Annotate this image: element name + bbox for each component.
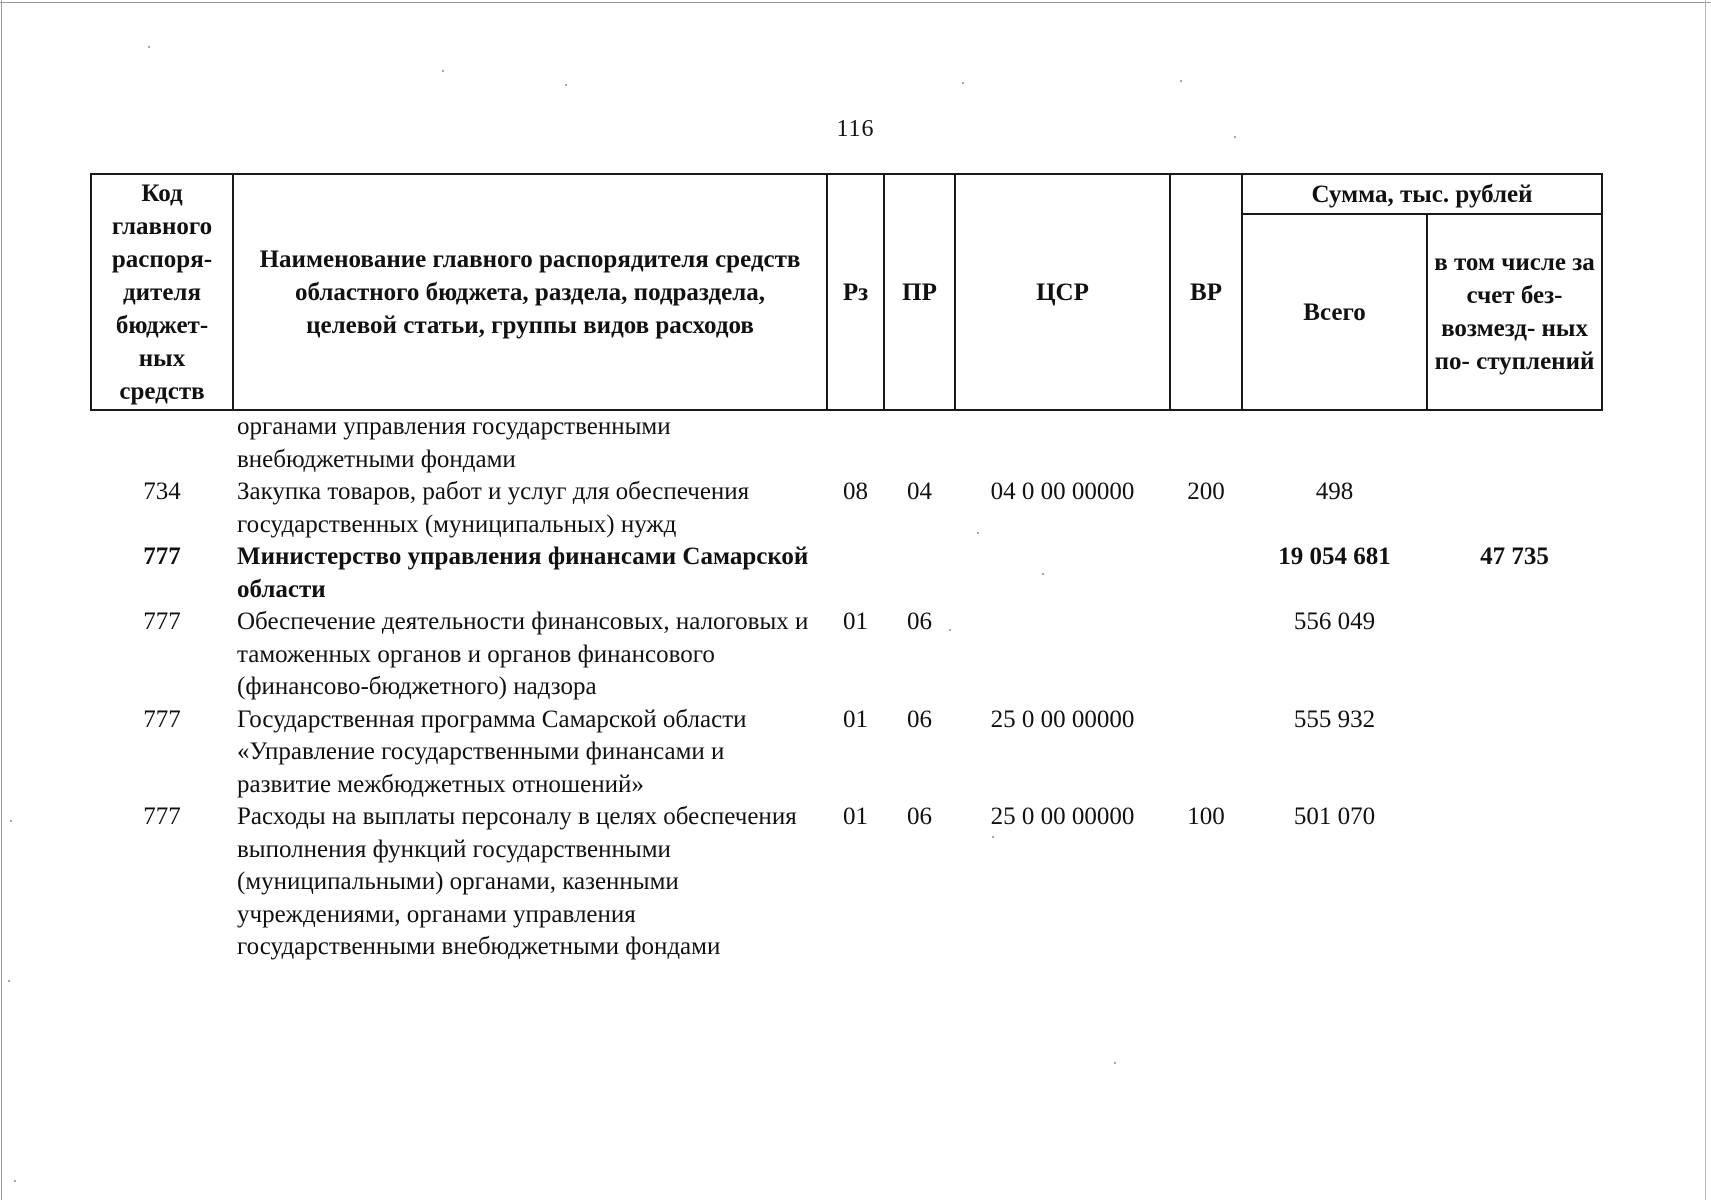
- cell-name: Расходы на выплаты персоналу в целях обеспечения выполнения функций государственными (муниципальными) органами, казенными учреждениями, органами управления государственными внебюджетными фондами: [237, 803, 797, 960]
- cell-vr: 200: [1187, 478, 1225, 505]
- header-name: Наименование главного распорядителя средств областного бюджета, раздела, подраздела, целевой статьи, группы видов расходов: [233, 174, 827, 410]
- cell-csr: 25 0 00 00000: [990, 803, 1135, 830]
- cell-rz: 01: [843, 608, 868, 635]
- cell-pr: 04: [907, 478, 932, 505]
- cell-pr: 06: [907, 608, 932, 635]
- cell-name: Государственная программа Самарской области «Управление государственными финансами и развитие межбюджетных отношений»: [237, 705, 747, 798]
- table-row: [91, 704, 1602, 802]
- cell-rz: 01: [843, 705, 868, 733]
- cell-code: 777: [143, 543, 181, 570]
- scan-edge-top: [0, 2, 1711, 3]
- cell-pr: 06: [907, 803, 932, 830]
- table-row: [91, 801, 1602, 964]
- cell-name: органами управления государственными внебюджетными фондами: [237, 413, 671, 473]
- scan-speck: [1180, 80, 1182, 82]
- cell-grants: [1427, 801, 1602, 964]
- table-row: [91, 606, 1602, 704]
- scan-speck: [148, 46, 150, 48]
- cell-rz: 08: [843, 478, 868, 505]
- cell-total: 501 070: [1293, 803, 1376, 830]
- header-rz: Рз: [827, 174, 884, 410]
- header-total: Всего: [1242, 214, 1427, 410]
- header-code: Код главного распоря- дителя бюджет- ных средств: [91, 174, 233, 410]
- cell-pr: [884, 541, 955, 606]
- scan-speck: [962, 82, 964, 84]
- cell-code: 777: [143, 705, 181, 733]
- scan-speck: [1114, 1062, 1116, 1064]
- table-row: [91, 410, 1602, 476]
- cell-code: [91, 410, 233, 476]
- header-grants: в том числе за счет без- возмезд- ных по- ступлений: [1427, 214, 1602, 410]
- scan-speck: [8, 980, 10, 982]
- scan-speck: [14, 1180, 16, 1182]
- cell-total: 556 049: [1293, 608, 1376, 635]
- cell-grants: [1427, 606, 1602, 704]
- cell-code: 734: [143, 478, 181, 505]
- cell-grants: [1427, 410, 1602, 476]
- scan-speck: [565, 84, 567, 86]
- cell-vr: [1170, 704, 1242, 802]
- cell-name: Министерство управления финансами Самарской области: [237, 543, 809, 603]
- cell-code: 777: [143, 608, 181, 635]
- header-pr: ПР: [884, 174, 955, 410]
- cell-csr: [955, 606, 1170, 704]
- budget-table: [90, 173, 1603, 964]
- cell-total: 498: [1315, 478, 1354, 505]
- cell-name: Закупка товаров, работ и услуг для обеспечения государственных (муниципальных) нужд: [237, 478, 750, 538]
- cell-csr: [955, 410, 1170, 476]
- scan-edge-right: [1705, 0, 1706, 1200]
- page-number: 116: [836, 116, 875, 142]
- cell-name: Обеспечение деятельности финансовых, налоговых и таможенных органов и органов финансового (финансово-бюджетного) надзора: [237, 608, 809, 700]
- table-row: [91, 541, 1602, 606]
- cell-rz: [827, 541, 884, 606]
- table-row: [91, 476, 1602, 541]
- cell-csr: [955, 541, 1170, 606]
- cell-pr: [884, 410, 955, 476]
- cell-pr: 06: [907, 705, 932, 733]
- cell-grants: [1427, 704, 1602, 802]
- header-sum-group: Сумма, тыс. рублей: [1242, 174, 1602, 214]
- cell-rz: 01: [843, 803, 868, 830]
- scan-edge-left: [1, 0, 2, 1200]
- header-csr: ЦСР: [955, 174, 1170, 410]
- cell-total: 19 054 681: [1278, 543, 1391, 570]
- cell-total: [1242, 410, 1427, 476]
- table-body: [91, 410, 1602, 964]
- cell-csr: 25 0 00 00000: [990, 705, 1135, 733]
- cell-vr: 100: [1187, 803, 1225, 830]
- cell-grants: 47 735: [1480, 543, 1549, 570]
- cell-vr: [1170, 410, 1242, 476]
- scan-speck: [442, 70, 444, 72]
- header-vr: ВР: [1170, 174, 1242, 410]
- cell-vr: [1170, 541, 1242, 606]
- cell-code: 777: [143, 803, 181, 830]
- cell-grants: [1427, 476, 1602, 541]
- scan-speck: [10, 820, 12, 822]
- cell-vr: [1170, 606, 1242, 704]
- cell-csr: 04 0 00 00000: [990, 478, 1135, 505]
- cell-rz: [827, 410, 884, 476]
- cell-total: 555 932: [1293, 705, 1376, 733]
- table-header: [91, 174, 1602, 410]
